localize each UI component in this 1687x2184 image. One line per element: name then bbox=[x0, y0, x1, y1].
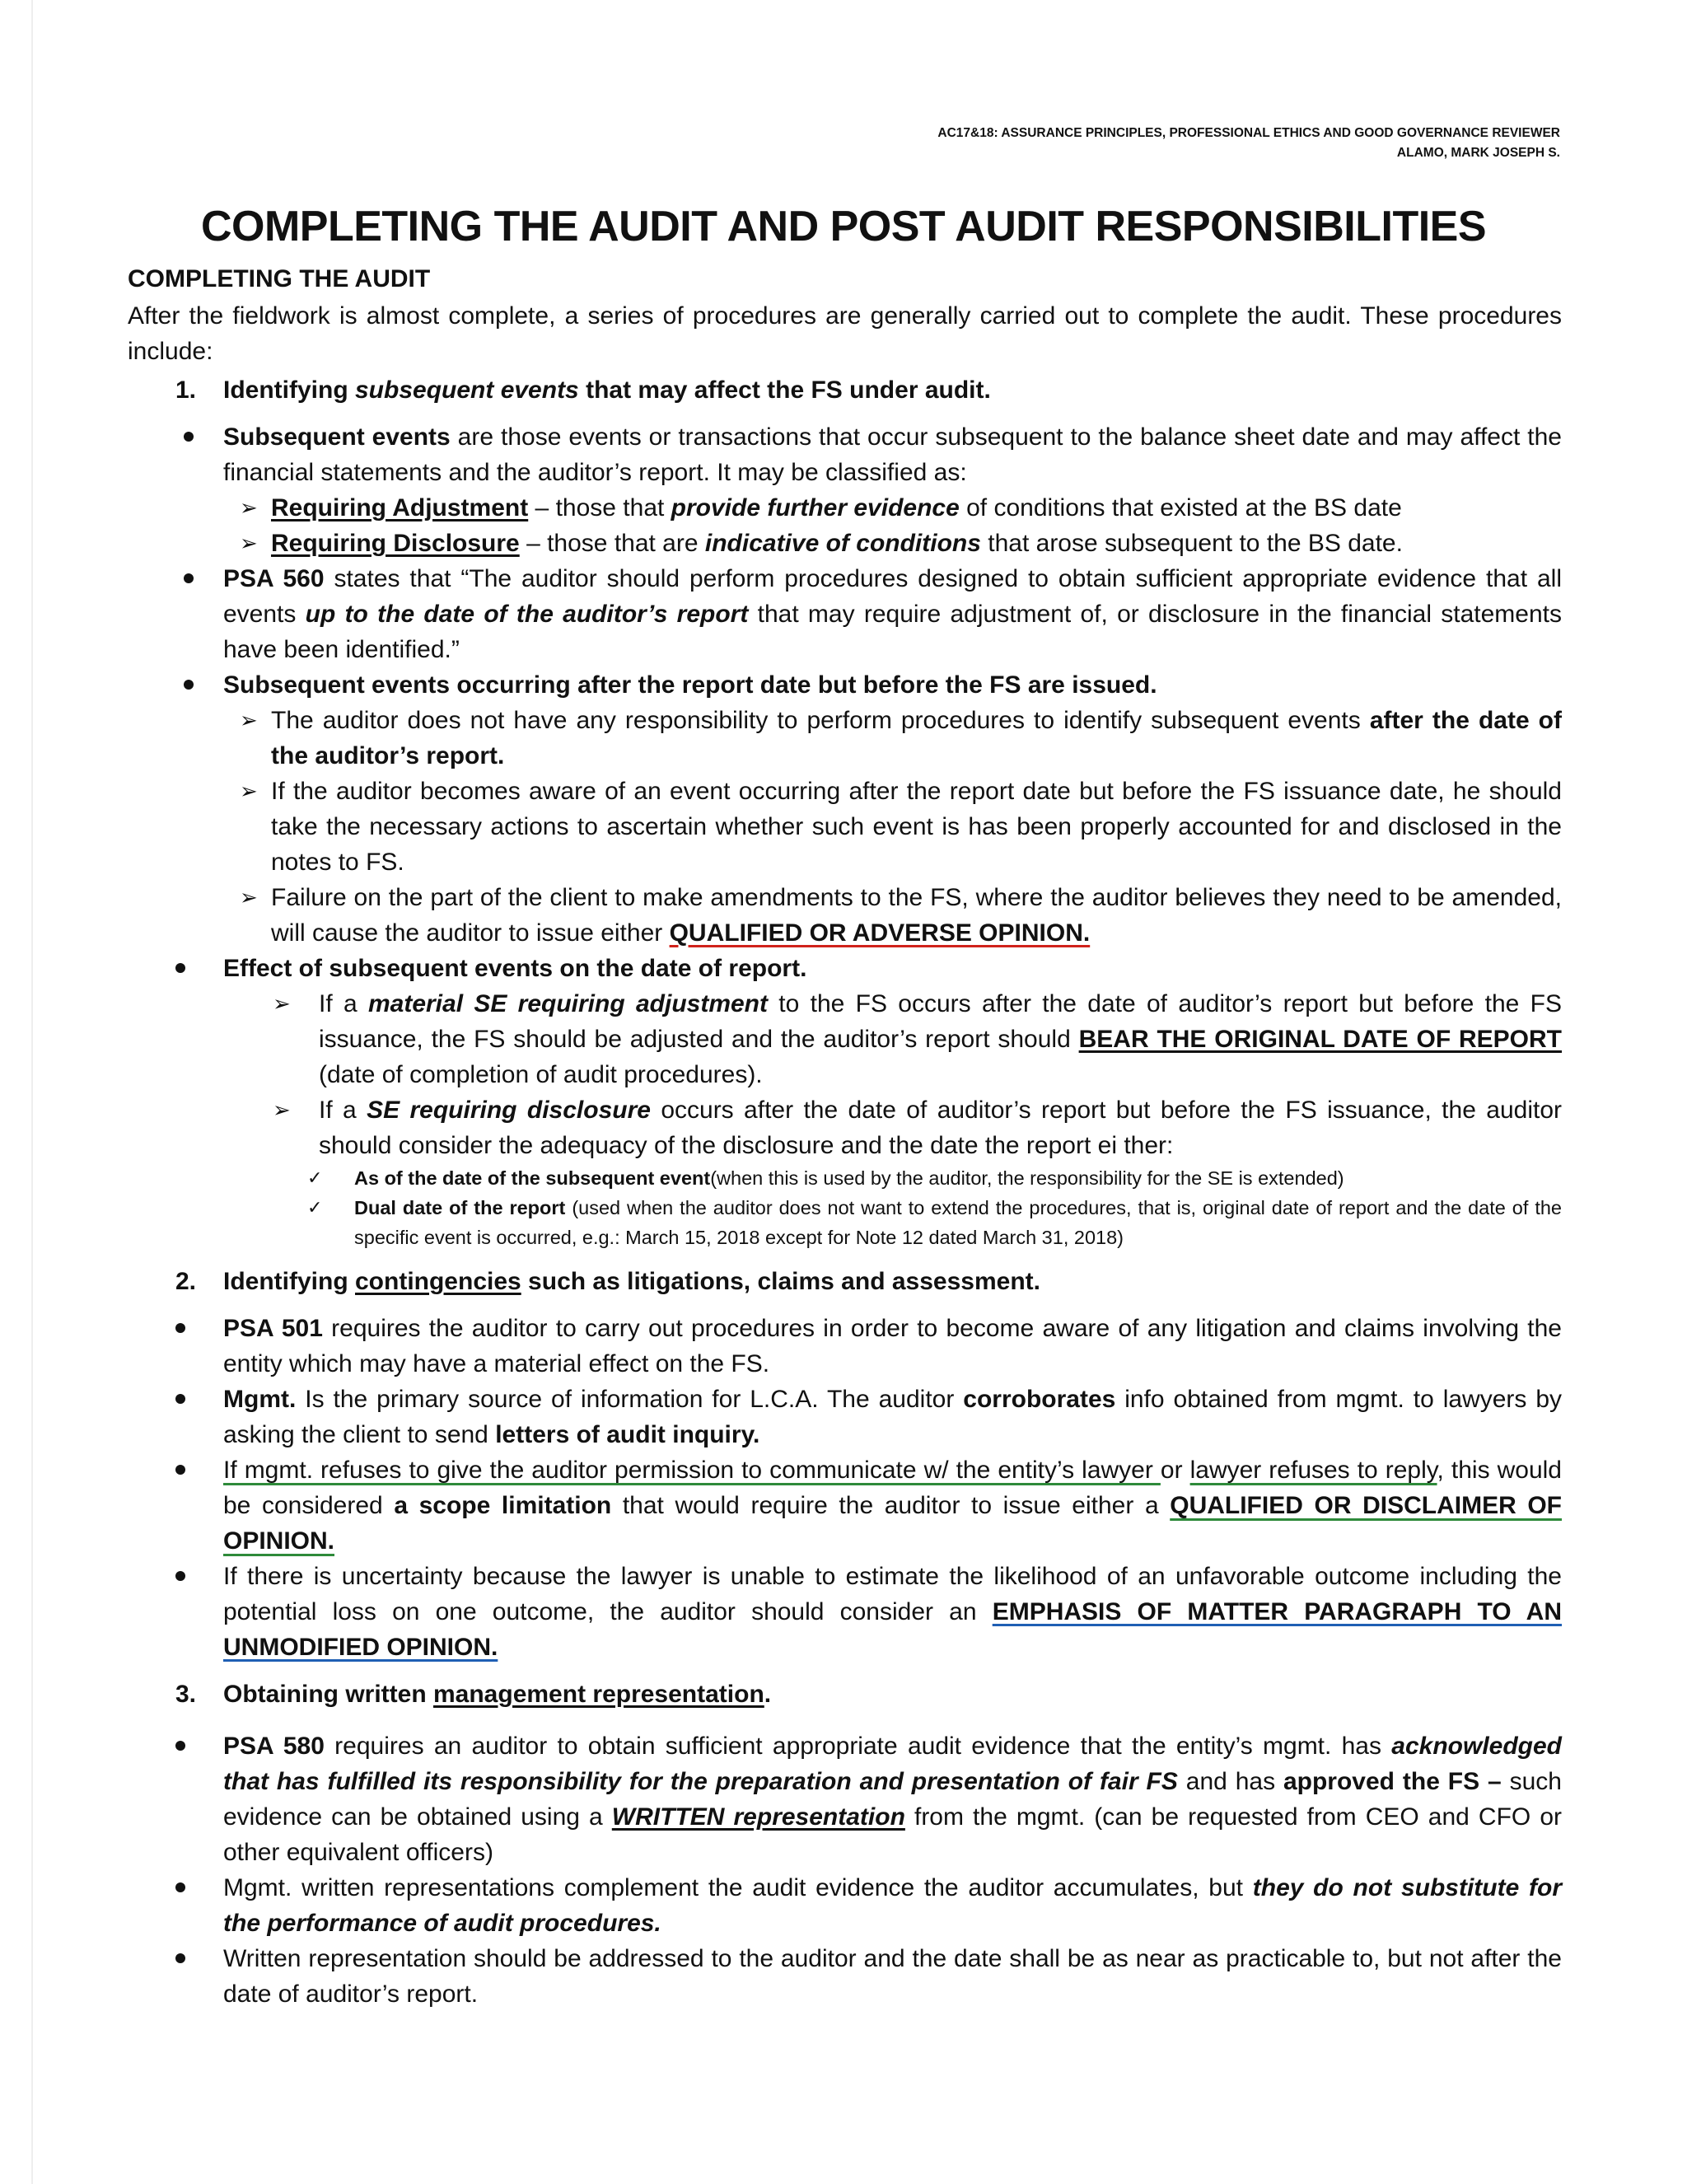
checkmark-icon: ✓ bbox=[307, 1167, 323, 1188]
bullet-icon bbox=[175, 1953, 185, 1963]
arrow-bullet-icon: ➢ bbox=[240, 531, 258, 555]
bullet-icon bbox=[184, 573, 194, 583]
bullet-mgmt-source: Mgmt. Is the primary source of information for L.C.A. The auditor corroborates info obtained from mgmt. to lawyers by asking the client to send letters of audit inquiry. bbox=[128, 1382, 1562, 1452]
arrow-bullet-icon: ➢ bbox=[273, 991, 291, 1016]
bullet-psa-560: PSA 560 states that “The auditor should perform procedures designed to obtain sufficient appropriate evidence that all events up to the date of the auditor’s report that may require adjustment of, or disclosure in the financial statements have been identified.” bbox=[128, 561, 1562, 667]
document-header bbox=[937, 124, 1560, 163]
author-line: ALAMO, MARK JOSEPH S. bbox=[1396, 146, 1560, 160]
bullet-icon bbox=[175, 1741, 185, 1751]
course-line: AC17&18: ASSURANCE PRINCIPLES, PROFESSIONAL ETHICS AND GOOD GOVERNANCE REVIEWER bbox=[937, 126, 1560, 140]
bullet-icon bbox=[184, 432, 194, 442]
bullet-effect-on-date-of-report: Effect of subsequent events on the date of report. bbox=[128, 951, 1562, 986]
arrow-item-failure-to-amend: ➢ Failure on the part of the client to make amendments to the FS, where the auditor believes they need to be amended, will cause the auditor to issue either QUALIFIED OR ADVERSE OPINION. bbox=[128, 880, 1562, 951]
arrow-item-auditor-aware: ➢ If the auditor becomes aware of an event occurring after the report date but before the FS issuance date, he should take the necessary actions to ascertain whether such event is has been properly accounted for and disclosed in the notes to FS. bbox=[128, 774, 1562, 880]
item-number: 2. bbox=[175, 1268, 197, 1295]
numbered-item-2: 2. Identifying contingencies such as litigations, claims and assessment. bbox=[128, 1264, 1562, 1299]
bullet-subsequent-events: Subsequent events are those events or transactions that occur subsequent to the balance sheet date and may affect the financial statements and the auditor’s report. It may be classified as: bbox=[128, 419, 1562, 490]
document-body bbox=[128, 298, 1562, 2012]
bullet-psa-580: PSA 580 requires an auditor to obtain sufficient appropriate audit evidence that the entity’s mgmt. has acknowledged that has fulfilled its responsibility for the preparation and presentation of fair FS and has approved the FS – such evidence can be obtained using a WRITTEN representation from the mgmt. (can be requested from CEO and CFO or other equivalent officers) bbox=[128, 1728, 1562, 1870]
intro-paragraph: After the fieldwork is almost complete, a series of procedures are generally carried out to complete the audit. These procedures include: bbox=[128, 302, 1562, 365]
bullet-icon bbox=[175, 1394, 185, 1404]
bullet-scope-limitation: If mgmt. refuses to give the auditor permission to communicate w/ the entity’s lawyer or lawyer refuses to reply, this would be considered a scope limitation that would require the auditor to issue either a QUALIFIED OR DISCLAIMER OF OPINION. bbox=[128, 1452, 1562, 1559]
bullet-psa-501: PSA 501 requires the auditor to carry out procedures in order to become aware of any litigation and claims involving the entity which may have a material effect on the FS. bbox=[128, 1311, 1562, 1382]
arrow-bullet-icon: ➢ bbox=[240, 495, 258, 520]
arrow-bullet-icon: ➢ bbox=[240, 779, 258, 803]
bullet-representation-date: Written representation should be addressed to the auditor and the date shall be as near as practicable to, but not after the date of auditor’s report. bbox=[128, 1941, 1562, 2012]
bullet-icon bbox=[175, 1323, 185, 1333]
item-number: 3. bbox=[175, 1681, 197, 1708]
arrow-bullet-icon: ➢ bbox=[240, 708, 258, 732]
page-edge bbox=[31, 0, 33, 2184]
bullet-events-after-report-date: Subsequent events occurring after the report date but before the FS are issued. bbox=[128, 667, 1562, 703]
arrow-item-requiring-disclosure: ➢ Requiring Disclosure – those that are indicative of conditions that arose subsequent to the BS date. bbox=[128, 526, 1562, 561]
emphasis: contingencies bbox=[355, 1268, 521, 1295]
bullet-icon bbox=[184, 680, 194, 690]
arrow-bullet-icon: ➢ bbox=[273, 1097, 291, 1122]
checkmark-icon: ✓ bbox=[307, 1197, 323, 1218]
document-title: COMPLETING THE AUDIT AND POST AUDIT RESPONSIBILITIES bbox=[200, 203, 1487, 250]
arrow-item-requiring-adjustment: ➢ Requiring Adjustment – those that provide further evidence of conditions that existed at the BS date bbox=[128, 490, 1562, 526]
bullet-icon bbox=[175, 1571, 185, 1581]
bullet-icon bbox=[175, 1465, 185, 1475]
arrow-bullet-icon: ➢ bbox=[240, 885, 258, 910]
bullet-lawyer-uncertainty: If there is uncertainty because the lawyer is unable to estimate the likelihood of an unfavorable outcome including the potential loss on one outcome, the auditor should consider an EMPHASIS OF MATTER PARAGRAPH TO AN UNMODIFIED OPINION. bbox=[128, 1559, 1562, 1665]
bullet-icon bbox=[175, 1882, 185, 1892]
bullet-representations-complement: Mgmt. written representations complement the audit evidence the auditor accumulates, but they do not substitute for the performance of audit procedures. bbox=[128, 1870, 1562, 1941]
item-number: 1. bbox=[175, 376, 197, 404]
section-heading: COMPLETING THE AUDIT bbox=[128, 265, 431, 292]
check-item-as-of-date: ✓ As of the date of the subsequent event(when this is used by the auditor, the responsibility for the SE is extended) bbox=[128, 1163, 1562, 1193]
numbered-item-3: 3. Obtaining written management representation. bbox=[128, 1677, 1562, 1712]
arrow-item-se-disclosure: ➢ If a SE requiring disclosure occurs after the date of auditor’s report but before the FS issuance, the auditor should consider the adequacy of the disclosure and the date the report ei ther: bbox=[128, 1092, 1562, 1163]
arrow-item-no-responsibility: ➢ The auditor does not have any responsibility to perform procedures to identify subsequent events after the date of the auditor’s report. bbox=[128, 703, 1562, 774]
emphasis: management representation bbox=[433, 1681, 764, 1708]
check-item-dual-date: ✓ Dual date of the report (used when the auditor does not want to extend the procedures, that is, original date of report and the date of the specific event is occurred, e.g.: March 15, 2018 except for Note 12 dated March 31, 2018) bbox=[128, 1193, 1562, 1252]
bullet-icon bbox=[175, 963, 185, 973]
emphasis: subsequent events bbox=[355, 376, 579, 404]
numbered-item-1: 1. Identifying subsequent events that may affect the FS under audit. bbox=[128, 372, 1562, 408]
arrow-item-material-se-adjustment: ➢ If a material SE requiring adjustment to the FS occurs after the date of auditor’s report but before the FS issuance, the FS should be adjusted and the auditor’s report should BEAR THE ORIGINAL DATE OF REPORT (date of completion of audit procedures). bbox=[128, 986, 1562, 1092]
